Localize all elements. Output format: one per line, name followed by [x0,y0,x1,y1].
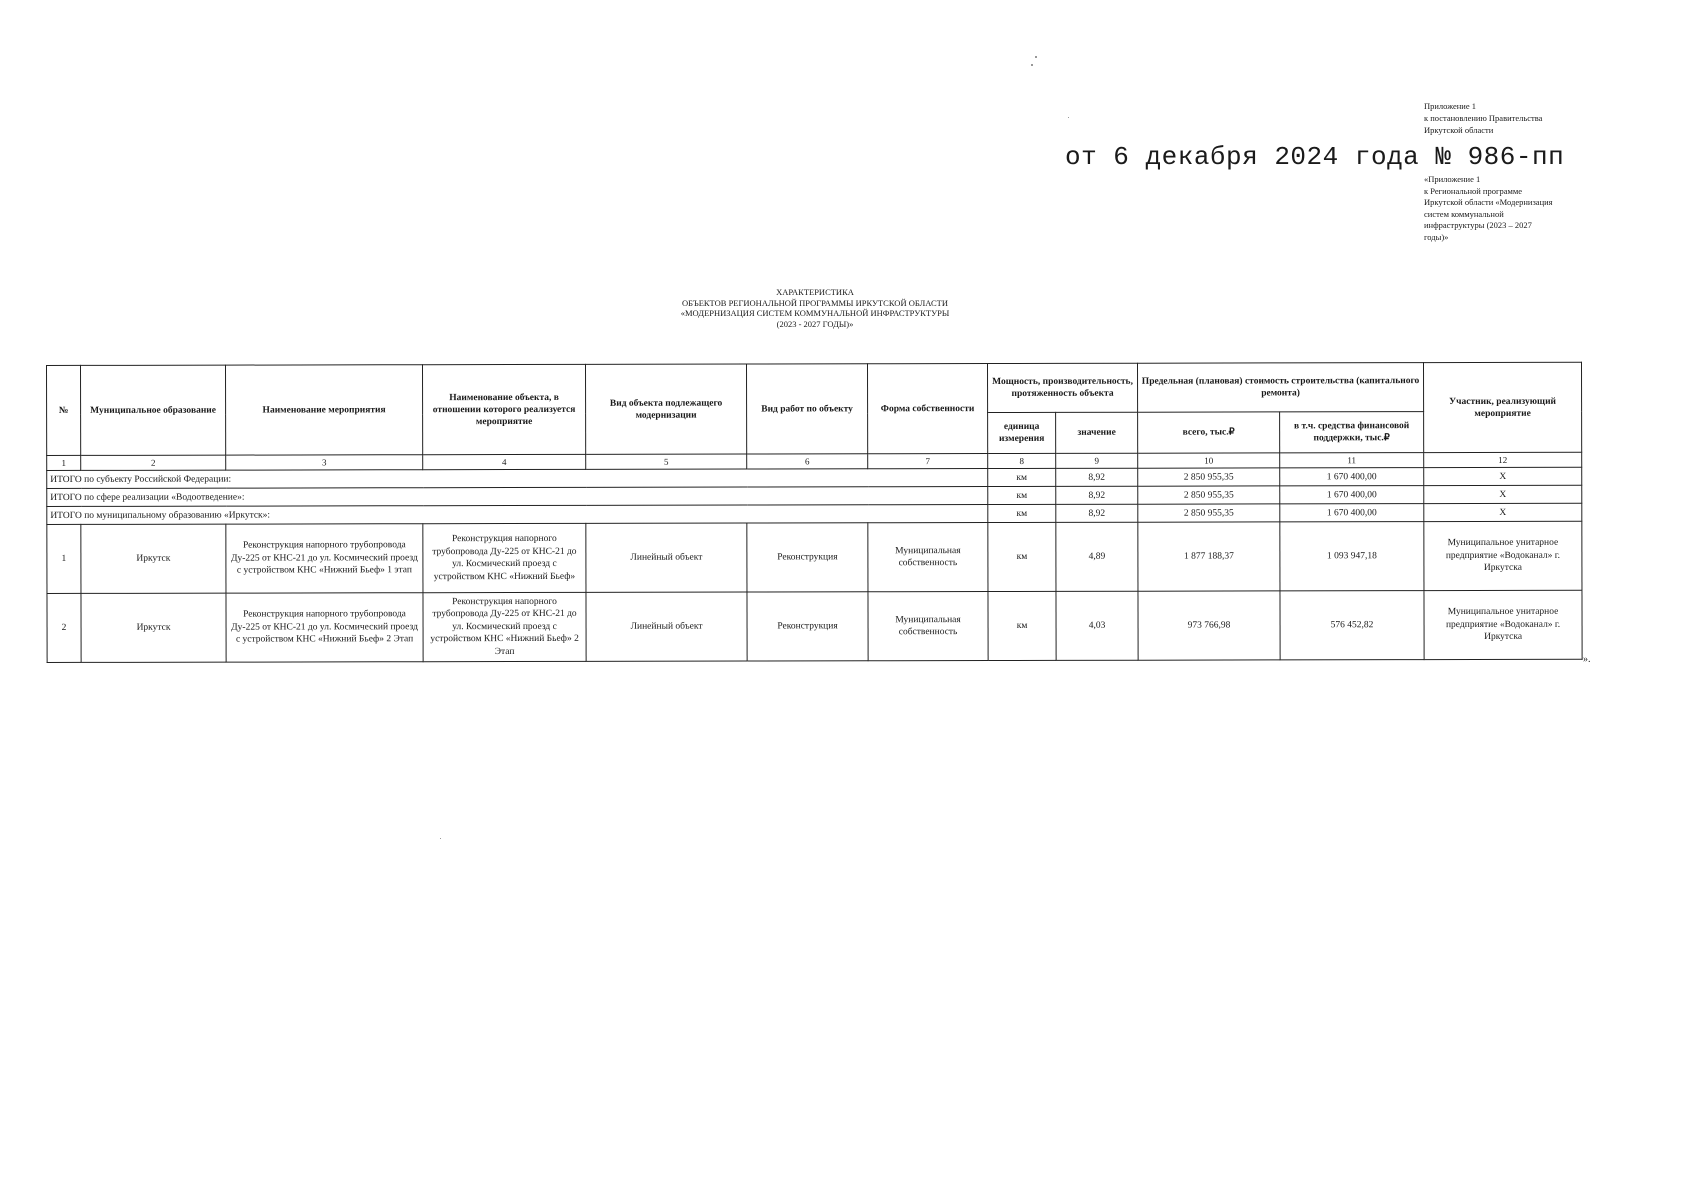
header-object: Наименование объекта, в отношении которого реализуется мероприятие [423,364,586,454]
scan-speck [1035,56,1037,58]
total-unit: км [988,468,1056,486]
row-cost-support: 1 093 947,18 [1280,522,1424,591]
total-support: 1 670 400,00 [1280,468,1424,486]
row-participant: Муниципальное унитарное предприятие «Водоканал» г. Иркутска [1424,590,1582,659]
row-num: 2 [47,593,81,662]
appendix-line: к постановлению Правительства [1424,113,1543,123]
row-cost-total: 973 766,98 [1138,591,1280,660]
row-work-type: Реконструкция [747,592,868,661]
table-row [47,521,1582,593]
row-cost-total: 1 877 188,37 [1138,522,1280,591]
header-cost-support: в т.ч. средства финансовой поддержки, тыс.₽ [1280,412,1424,453]
scan-speck [1068,117,1069,118]
title-line: (2023 - 2027 ГОДЫ)» [776,318,854,329]
total-cost: 2 850 955,35 [1138,504,1280,522]
header-object-type: Вид объекта подлежащего модернизации [585,364,746,454]
total-participant: X [1424,503,1582,521]
title-line: «МОДЕРНИЗАЦИЯ СИСТЕМ КОММУНАЛЬНОЙ ИНФРАСТРУКТУРЫ [680,308,950,318]
header-value: значение [1056,412,1138,453]
column-number: 8 [988,453,1056,468]
column-number: 5 [586,454,747,469]
row-object: Реконструкция напорного трубопровода Ду-225 от КНС-21 до ул. Космический проезд с устройством КНС «Нижний Бьеф» [423,523,586,592]
program-reference-line: Иркутской области «Модернизация [1424,197,1553,207]
row-object-type: Линейный объект [586,523,747,592]
row-measure: Реконструкция напорного трубопровода Ду-225 от КНС-21 до ул. Космический проезд с устройством КНС «Нижний Бьеф» 1 этап [226,524,423,593]
total-value: 8,92 [1056,486,1138,504]
row-num: 1 [47,524,81,593]
column-number: 7 [868,454,988,469]
header-capacity: Мощность, производительность, протяженность объекта [987,363,1137,412]
row-measure: Реконструкция напорного трубопровода Ду-225 от КНС-21 до ул. Космический проезд с устройством КНС «Нижний Бьеф» 2 Этап [226,593,423,662]
column-number: 2 [81,455,226,470]
column-number: 1 [47,455,81,470]
row-unit: км [988,591,1056,660]
decree-date-number: от 6 декабря 2024 года № 986-пп [1065,142,1565,172]
total-cost: 2 850 955,35 [1138,486,1280,504]
total-unit: км [988,504,1056,522]
program-reference-line: к Региональной программе [1424,185,1523,196]
total-label: ИТОГО по сфере реализации «Водоотведение»: [47,487,988,507]
title-line: ОБЪЕКТОВ РЕГИОНАЛЬНОЙ ПРОГРАММЫ ИРКУТСКОЙ ОБЛАСТИ [682,297,948,308]
column-number: 4 [423,454,586,469]
row-unit: км [988,522,1056,591]
header-participant: Участник, реализующий мероприятие [1424,362,1582,452]
header-municipality: Муниципальное образование [81,365,226,455]
column-number: 9 [1056,453,1138,468]
column-number: 12 [1424,452,1582,467]
header-cost-total: всего, тыс.₽ [1138,412,1280,453]
program-reference-line: «Приложение 1 [1424,174,1481,184]
appendix-line: Приложение 1 [1424,101,1476,111]
header-ownership: Форма собственности [867,364,987,454]
total-value: 8,92 [1056,504,1138,522]
column-number: 3 [226,455,423,470]
header-num: № [47,365,81,455]
total-participant: X [1424,485,1582,503]
program-reference [1424,174,1594,243]
row-municipality: Иркутск [81,593,226,662]
program-reference-line: систем коммунальной [1424,208,1504,219]
appendix-line: Иркутской области [1424,125,1494,135]
row-object: Реконструкция напорного трубопровода Ду-225 от КНС-21 до ул. Космический проезд с устройством КНС «Нижний Бьеф» 2 Этап [423,592,586,661]
row-ownership: Муниципальная собственность [868,592,988,661]
header-work-type: Вид работ по объекту [746,364,867,454]
total-support: 1 670 400,00 [1280,504,1424,522]
total-support: 1 670 400,00 [1280,486,1424,504]
appendix-note [1424,100,1599,136]
header-cost: Предельная (плановая) стоимость строительства (капитального ремонта) [1137,363,1423,413]
row-work-type: Реконструкция [747,523,868,592]
row-ownership: Муниципальная собственность [868,523,988,592]
row-object-type: Линейный объект [586,592,747,661]
column-number: 10 [1138,453,1280,468]
header-unit: единица измерения [988,412,1056,453]
row-participant: Муниципальное унитарное предприятие «Водоканал» г. Иркутска [1424,521,1582,590]
closing-quote-mark: ». [1583,654,1591,665]
table-row [47,590,1582,662]
row-municipality: Иркутск [81,524,226,593]
scan-speck [440,838,441,839]
column-number: 11 [1280,453,1424,468]
row-value: 4,03 [1056,591,1138,660]
row-value: 4,89 [1056,522,1138,591]
program-reference-line: инфраструктуры (2023 – 2027 [1424,220,1532,230]
header-measure: Наименование мероприятия [226,365,423,455]
program-reference-line: годы)» [1424,231,1449,242]
column-number: 6 [747,454,868,469]
objects-table [46,362,1583,663]
row-cost-support: 576 452,82 [1280,591,1424,660]
total-label: ИТОГО по муниципальному образованию «Иркутск»: [47,505,988,525]
title-line: ХАРАКТЕРИСТИКА [776,287,854,297]
document-title [620,287,1010,329]
total-participant: X [1424,467,1582,485]
total-unit: км [988,486,1056,504]
total-cost: 2 850 955,35 [1138,468,1280,486]
total-label: ИТОГО по субъекту Российской Федерации: [47,469,988,489]
scan-speck [1031,64,1033,66]
header-row [47,362,1582,414]
total-value: 8,92 [1056,468,1138,486]
